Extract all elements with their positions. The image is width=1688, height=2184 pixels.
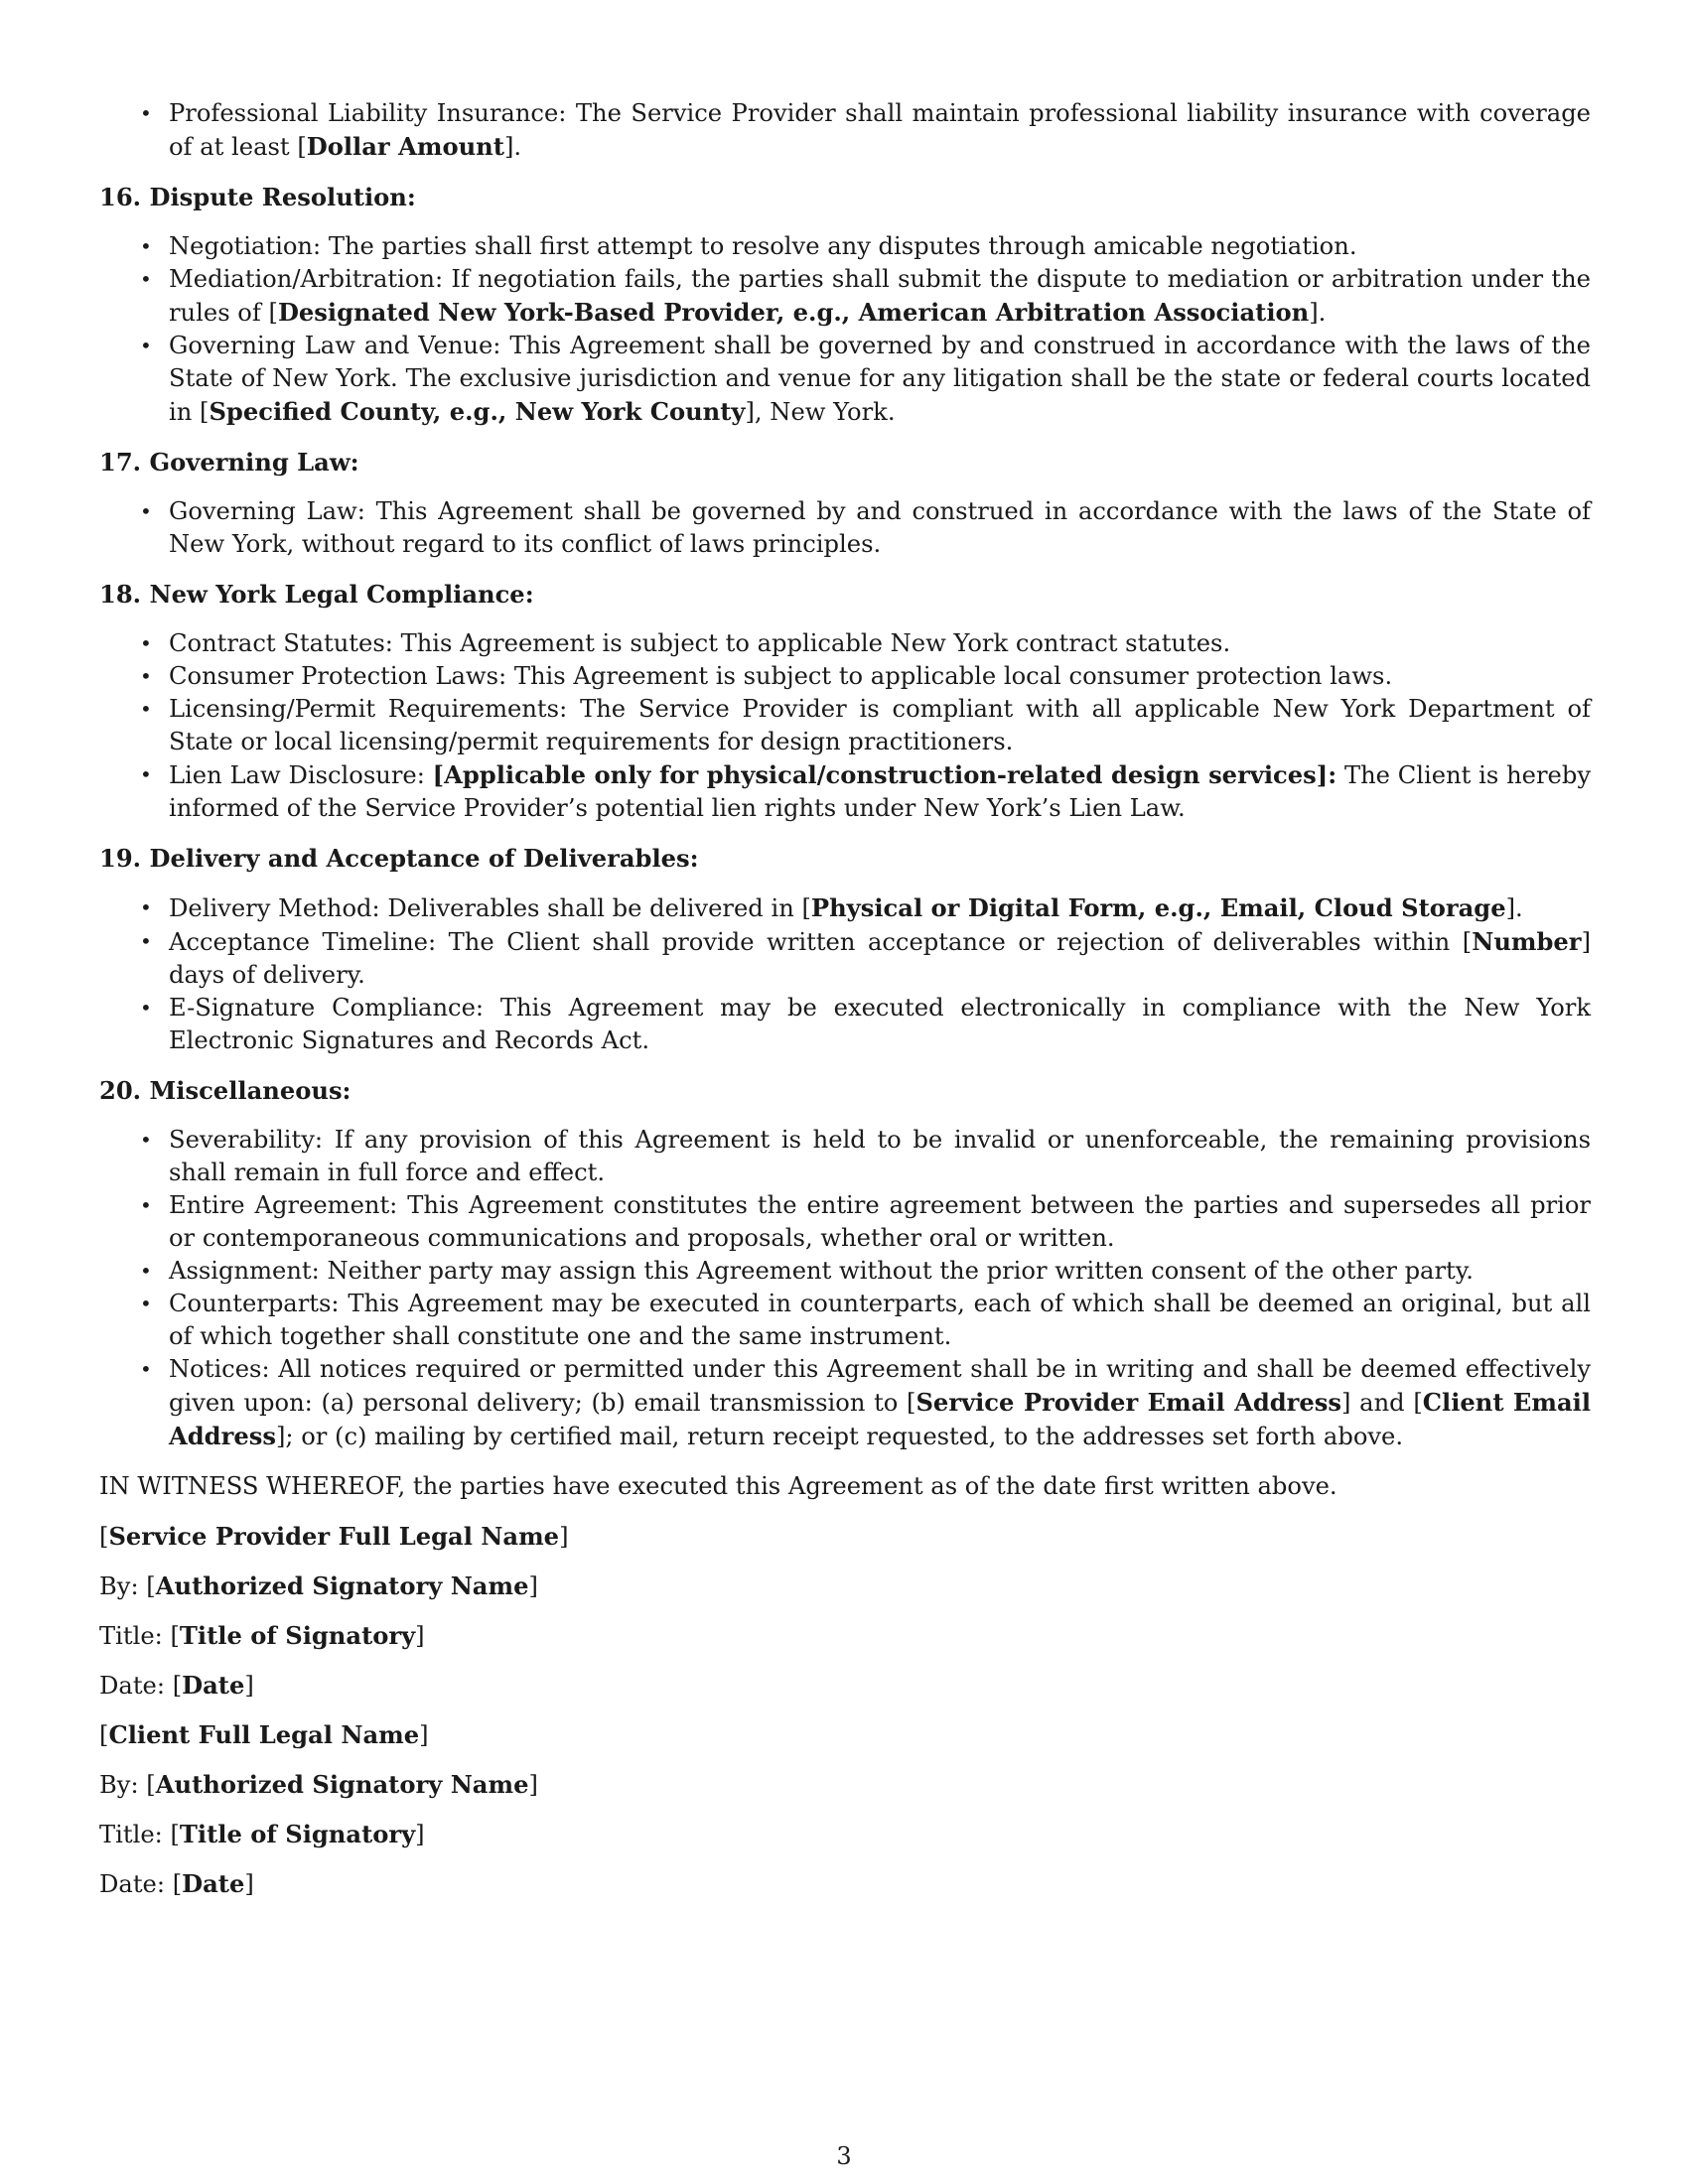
list-item: • Entire Agreement: This Agreement constitutes the entire agreement between the parties and supersedes all prior or contemporaneous communications and proposals, whether oral or written.	[140, 1191, 1591, 1252]
section-17-items	[99, 495, 1591, 561]
client-by-line: By: [Authorized Signatory Name]	[99, 1770, 538, 1799]
list-item: • Counterparts: This Agreement may be executed in counterparts, each of which shall be deemed an original, but all of which together shall constitute one and the same instrument.	[140, 1290, 1591, 1350]
page-number: 3	[836, 2142, 852, 2170]
list-item: • E-Signature Compliance: This Agreement may be executed electronically in compliance with the New York Electronic Signatures and Records Act.	[140, 994, 1591, 1054]
list-item: • Professional Liability Insurance: The Service Provider shall maintain professional liability insurance with coverage of at least [Dollar Amount].	[140, 99, 1591, 161]
provider-name-line: [Service Provider Full Legal Name]	[99, 1522, 569, 1551]
bullet-icon: •	[140, 631, 152, 655]
list-item: • Assignment: Neither party may assign this Agreement without the prior written consent of the other party.	[99, 1255, 1591, 1288]
document-page	[99, 97, 1591, 1917]
list-item: • Delivery Method: Deliverables shall be delivered in [Physical or Digital Form, e.g., Email, Cloud Storage].	[140, 893, 1523, 922]
bullet-icon: •	[140, 1193, 152, 1217]
bullet-icon: •	[140, 664, 152, 688]
section-20-items	[99, 1124, 1591, 1453]
bullet-icon: •	[140, 697, 152, 721]
provider-date-line: Date: [Date]	[99, 1671, 254, 1700]
bullet-icon: •	[140, 1259, 152, 1283]
client-name-line: [Client Full Legal Name]	[99, 1720, 429, 1749]
list-item: • Consumer Protection Laws: This Agreement is subject to applicable local consumer protection laws.	[99, 660, 1591, 693]
section-heading: 18. New York Legal Compliance:	[99, 580, 534, 609]
list-item: • Negotiation: The parties shall first attempt to resolve any disputes through amicable negotiation.	[99, 230, 1591, 263]
bullet-icon: •	[140, 895, 152, 919]
section-19-items	[99, 891, 1591, 1057]
provider-title-line: Title: [Title of Signatory]	[99, 1621, 425, 1650]
bullet-icon: •	[140, 929, 152, 953]
list-item: • Governing Law: This Agreement shall be governed by and construed in accordance with the laws of the State of New York, without regard to its conflict of laws principles.	[140, 497, 1591, 558]
bullet-icon: •	[140, 267, 152, 291]
bullet-icon: •	[140, 996, 152, 1020]
list-item: • Contract Statutes: This Agreement is subject to applicable New York contract statutes.	[99, 627, 1591, 660]
witness-clause: IN WITNESS WHEREOF, the parties have executed this Agreement as of the date first written above.	[99, 1472, 1337, 1500]
signature-block-client	[99, 1718, 1591, 1900]
list-item: • Governing Law and Venue: This Agreement shall be governed by and construed in accordance with the laws of the State of New York. The exclusive jurisdiction and venue for any litigation shall be the state or federal courts located in [Specified County, e.g., New York County], New York.	[140, 332, 1591, 426]
bullet-icon: •	[140, 1357, 152, 1381]
bullet-icon: •	[140, 762, 152, 786]
section-heading: 20. Miscellaneous:	[99, 1076, 352, 1105]
section-heading: 16. Dispute Resolution:	[99, 183, 416, 211]
bullet-icon: •	[140, 1128, 152, 1152]
bullet-icon: •	[140, 499, 152, 523]
bullet-icon: •	[140, 1292, 152, 1315]
list-item: • Licensing/Permit Requirements: The Service Provider is compliant with all applicable New York Department of State or local licensing/permit requirements for design practitioners.	[140, 695, 1591, 755]
section-heading: 19. Delivery and Acceptance of Deliverables:	[99, 844, 699, 873]
list-item: • Acceptance Timeline: The Client shall provide written acceptance or rejection of deliverables within [Number] days of delivery.	[140, 927, 1591, 989]
list-item: • Notices: All notices required or permitted under this Agreement shall be in writing and shall be deemed effectively given upon: (a) personal delivery; (b) email transmission to [Service Provider Email Address] and [Client Email Address]; or (c) mailing by certified mail, return receipt requested, to the addresses set forth above.	[140, 1355, 1592, 1450]
section-18-items	[99, 627, 1591, 825]
list-item: • Lien Law Disclosure: [Applicable only for physical/construction-related design services]: The Client is hereby informed of the Service Provider’s potential lien rights under New York’s Lien Law.	[140, 760, 1592, 822]
bullet-icon: •	[140, 234, 152, 258]
list-item: • Severability: If any provision of this Agreement is held to be invalid or unenforceable, the remaining provisions shall remain in full force and effect.	[140, 1126, 1591, 1186]
list-item: • Mediation/Arbitration: If negotiation fails, the parties shall submit the dispute to mediation or arbitration under the rules of [Designated New York-Based Provider, e.g., American Arbitration Association].	[140, 265, 1591, 327]
section-heading: 17. Governing Law:	[99, 448, 359, 477]
provider-by-line: By: [Authorized Signatory Name]	[99, 1571, 538, 1600]
client-title-line: Title: [Title of Signatory]	[99, 1820, 425, 1848]
section-15-items	[99, 97, 1591, 164]
bullet-icon: •	[140, 101, 152, 125]
client-date-line: Date: [Date]	[99, 1869, 254, 1898]
signature-block-provider	[99, 1520, 1591, 1702]
section-16-items	[99, 230, 1591, 429]
bullet-icon: •	[140, 334, 152, 357]
